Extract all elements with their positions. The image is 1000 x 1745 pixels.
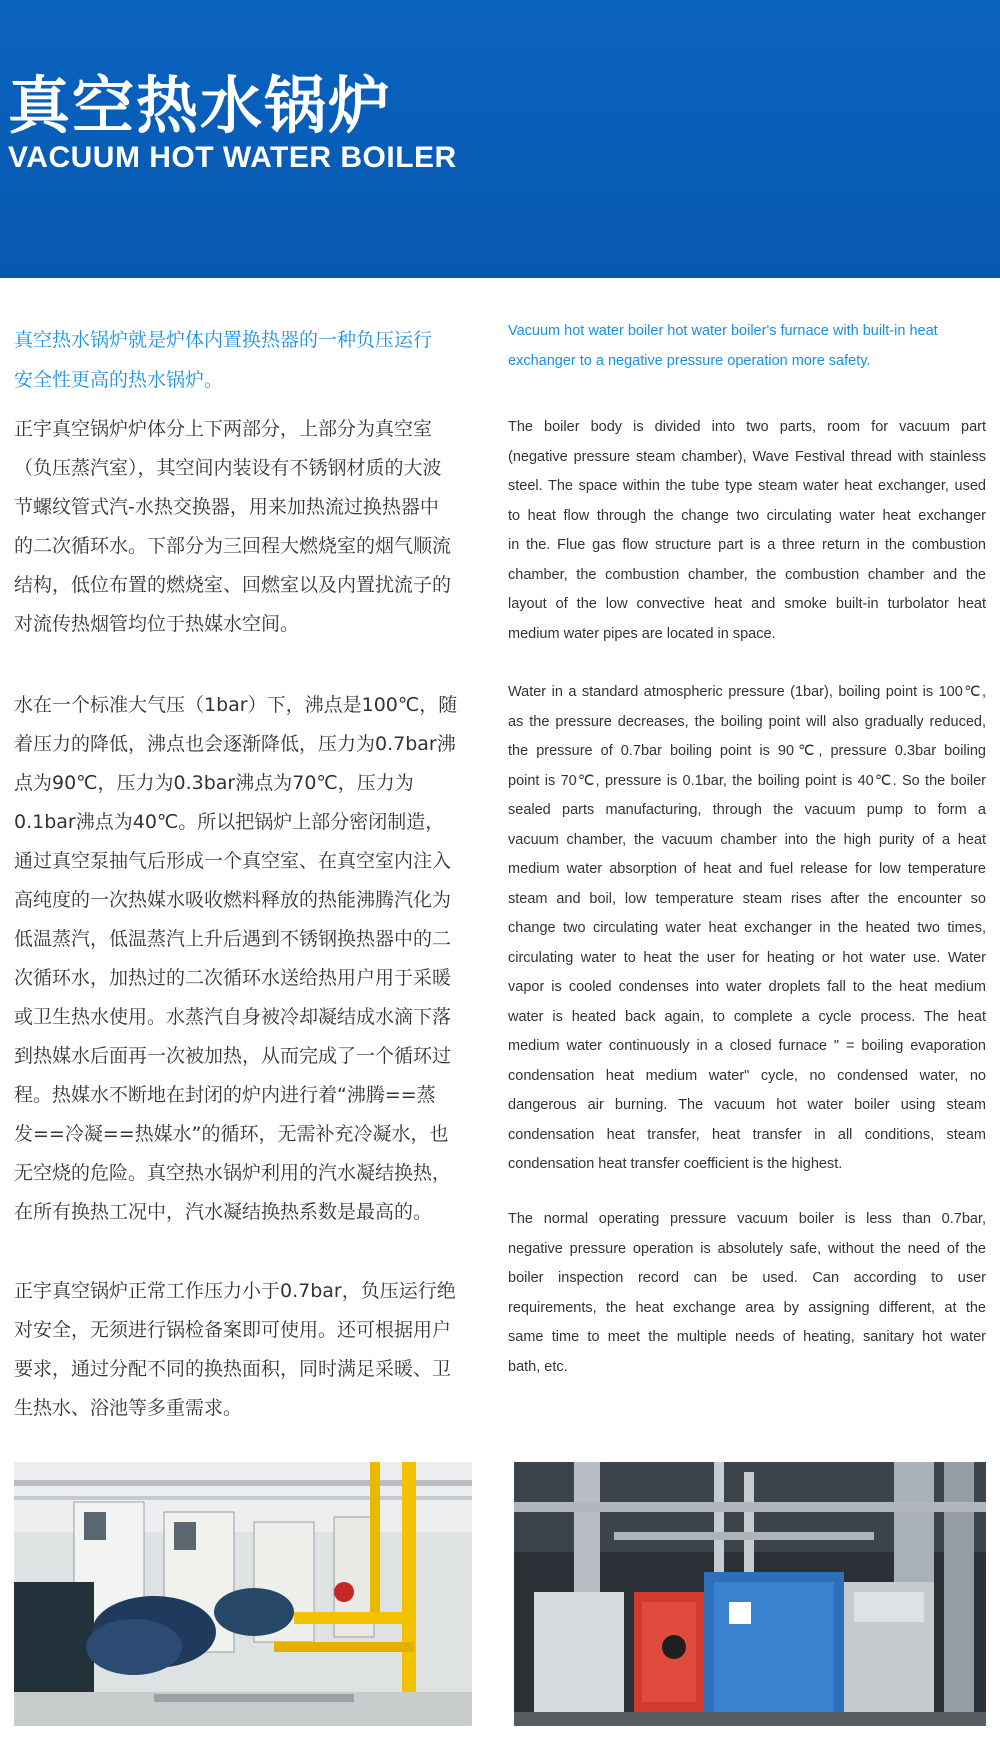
paragraph-line: 对流传热烟管均位于热媒水空间。 [14, 613, 300, 635]
paragraph-line: Water in a standard atmospheric pressure (1bar), boiling point is 100℃, [508, 684, 986, 700]
paragraph-line: 低温蒸汽，低温蒸汽上升后遇到不锈钢换热器中的二 [14, 928, 452, 950]
paragraph-line: 水在一个标准大气压（1bar）下，沸点是100℃，随 [14, 694, 458, 716]
paragraph-line: 到热媒水后面再一次被加热，从而完成了一个循环过 [14, 1045, 452, 1067]
paragraph-line: The boiler body is divided into two parts, room for vacuum part [508, 419, 986, 435]
paragraph-line: 的二次循环水。下部分为三回程大燃烧室的烟气顺流 [14, 535, 452, 557]
paragraph-line: condensation heat transfer coefficient is the highest. [508, 1156, 843, 1172]
paragraph-line: point is 70℃, pressure is 0.1bar, the boiling point is 40℃. So the boiler [508, 772, 986, 789]
paragraph-line: the pressure of 0.7bar boiling point is 90℃, pressure 0.3bar boiling [508, 743, 986, 759]
paragraph-line: to heat flow through the change two circulating water heat exchanger [508, 507, 986, 524]
paragraph-line: medium water continuously in a closed furnace " = boiling evaporation [508, 1038, 986, 1054]
section-1-en [508, 413, 986, 649]
paragraph-line: bath, etc. [508, 1358, 568, 1375]
page-title-cn: 真空热水锅炉 [8, 69, 393, 142]
intro-cn-line: 安全性更高的热水锅炉。 [14, 369, 224, 391]
section-2-en [508, 678, 986, 1180]
section-3-cn [14, 1272, 472, 1428]
paragraph-line: same time to meet the multiple needs of heating, sanitary hot water [508, 1329, 986, 1345]
paragraph-line: sealed parts manufacturing, through the vacuum pump to form a [508, 802, 986, 818]
paragraph-line: 0.1bar沸点为40℃。所以把锅炉上部分密闭制造， [14, 811, 445, 833]
paragraph-line: 或卫生热水使用。水蒸汽自身被冷却凝结成水滴下落 [14, 1006, 452, 1028]
intro-cn-line: 真空热水锅炉就是炉体内置换热器的一种负压运行 [14, 329, 433, 351]
paragraph-line: (negative pressure steam chamber), Wave Festival thread with stainless [508, 448, 986, 465]
paragraph-line: 无空烧的危险。真空热水锅炉利用的汽水凝结换热， [14, 1162, 452, 1184]
paragraph-line: condensation heat medium water" cycle, no condensed water, no [508, 1067, 986, 1084]
paragraph-line: water is heated back again, to complete a cycle process. The heat [508, 1008, 986, 1025]
paragraph-line: medium water absorption of heat and fuel release for low temperature [508, 861, 986, 877]
intro-en-line: Vacuum hot water boiler hot water boiler's furnace with built-in heat [508, 323, 938, 339]
section-1-cn [14, 410, 472, 644]
paragraph-line: as the pressure decreases, the boiling point will also gradually reduced, [508, 713, 986, 730]
boiler-room-photo-left [14, 1462, 472, 1726]
paragraph-line: 点为90℃，压力为0.3bar沸点为70℃，压力为 [14, 772, 414, 794]
paragraph-line: 对安全，无须进行锅检备案即可使用。还可根据用户 [14, 1319, 452, 1341]
paragraph-line: medium water pipes are located in space. [508, 625, 776, 642]
paragraph-line: steam and boil, low temperature steam rises after the encounter so [508, 890, 986, 907]
section-3-en [508, 1205, 986, 1382]
header-banner [0, 0, 1000, 278]
intro-en-line: exchanger to a negative pressure operation more safety. [508, 353, 871, 369]
paragraph-line: 正宇真空锅炉炉体分上下两部分，上部分为真空室 [14, 418, 433, 440]
paragraph-line: （负压蒸汽室），其空间内装设有不锈钢材质的大波 [14, 457, 442, 479]
paragraph-line: 通过真空泵抽气后形成一个真空室、在真空室内注入 [14, 850, 452, 872]
paragraph-line: boiler inspection record can be used. Can according to user [508, 1270, 986, 1286]
paragraph-line: requirements, the heat exchange area by assigning different, at the [508, 1299, 986, 1316]
paragraph-line: negative pressure operation is absolutely safe, without the need of the [508, 1240, 986, 1257]
paragraph-line: condensation heat transfer, heat transfer in all conditions, steam [508, 1126, 986, 1143]
paragraph-line: 结构，低位布置的燃烧室、回燃室以及内置扰流子的 [14, 574, 452, 596]
paragraph-line: 正宇真空锅炉正常工作压力小于0.7bar，负压运行绝 [14, 1280, 456, 1302]
paragraph-line: circulating water to heat the user for heating or hot water use. Water [508, 949, 986, 966]
paragraph-line: 生热水、浴池等多重需求。 [14, 1397, 243, 1419]
boiler-hall-photo-right [514, 1462, 986, 1726]
paragraph-line: 程。热媒水不断地在封闭的炉内进行着“沸腾==蒸 [14, 1084, 436, 1106]
intro-cn [14, 320, 472, 400]
page-title-en: VACUUM HOT WATER BOILER [8, 141, 457, 174]
paragraph-line: The normal operating pressure vacuum boiler is less than 0.7bar, [508, 1211, 986, 1227]
paragraph-line: 发==冷凝==热媒水”的循环，无需补充冷凝水，也 [14, 1123, 449, 1145]
paragraph-line: dangerous air burning. The vacuum hot water boiler using steam [508, 1097, 986, 1113]
paragraph-line: steel. The space within the tube type steam water heat exchanger, used [508, 478, 986, 494]
paragraph-line: change two circulating water heat exchanger in the heated two times, [508, 920, 986, 936]
paragraph-line: layout of the low convective heat and smoke built-in turbolator heat [508, 596, 986, 612]
paragraph-line: chamber, the combustion chamber, the combustion chamber and the [508, 566, 986, 583]
paragraph-line: 节螺纹管式汽-水热交换器，用来加热流过换热器中 [14, 496, 439, 518]
paragraph-line: vacuum chamber, the vacuum chamber into the high purity of a heat [508, 831, 986, 848]
paragraph-line: 着压力的降低，沸点也会逐渐降低，压力为0.7bar沸 [14, 733, 456, 755]
paragraph-line: vapor is cooled condenses into water droplets fall to the heat medium [508, 979, 986, 995]
paragraph-line: 高纯度的一次热媒水吸收燃料释放的热能沸腾汽化为 [14, 889, 452, 911]
paragraph-line: in the. Flue gas flow structure part is a three return in the combustion [508, 537, 986, 553]
paragraph-line: 在所有换热工况中，汽水凝结换热系数是最高的。 [14, 1201, 433, 1223]
paragraph-line: 要求，通过分配不同的换热面积，同时满足采暖、卫 [14, 1358, 452, 1380]
paragraph-line: 次循环水，加热过的二次循环水送给热用户用于采暖 [14, 967, 452, 989]
section-2-cn [14, 686, 472, 1232]
intro-en [508, 316, 986, 376]
